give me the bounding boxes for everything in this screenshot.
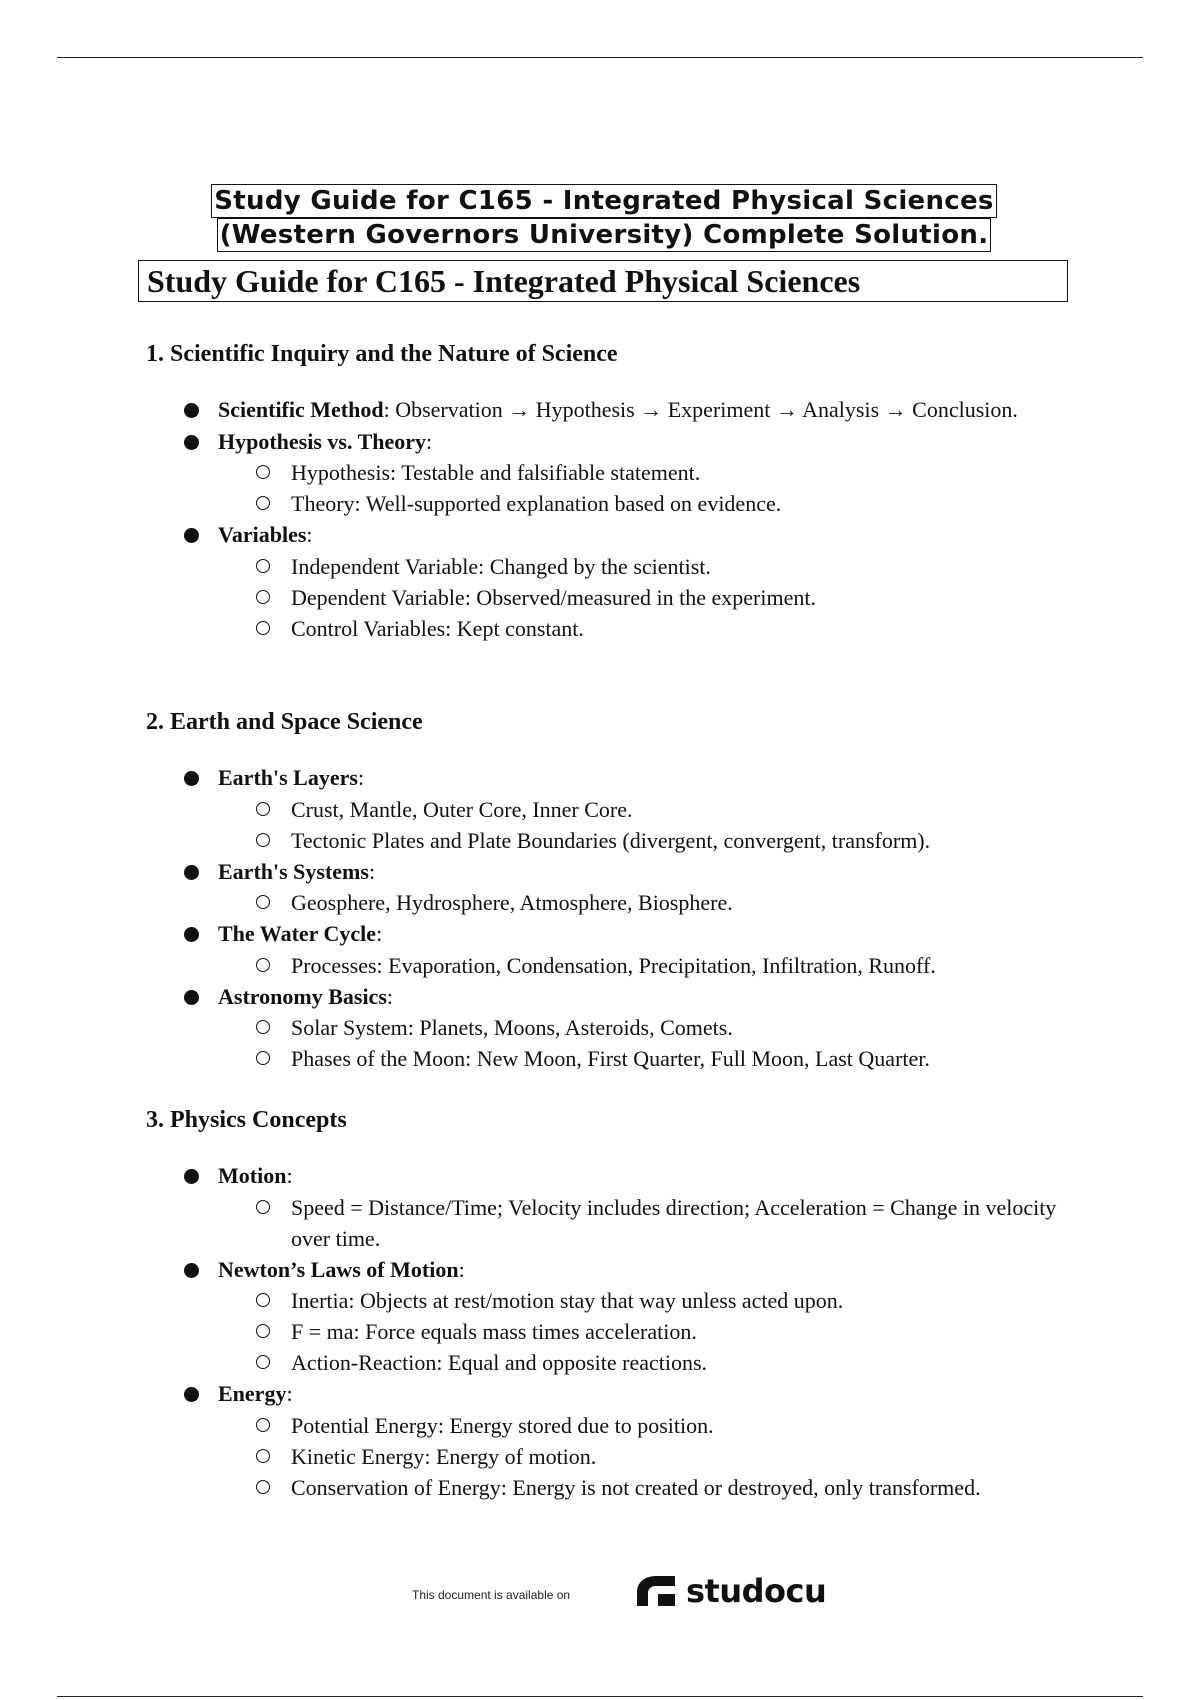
- document-title-line2: (Western Governors University) Complete Solution.: [217, 218, 992, 252]
- circle-bullet-icon: [256, 590, 270, 604]
- circle-bullet-icon: [256, 895, 270, 909]
- section-physics: [146, 1104, 1106, 1503]
- item-term: Astronomy Basics: [218, 983, 387, 1009]
- sub-item-text: Solar System: Planets, Moons, Asteroids, Comets.: [291, 1015, 733, 1040]
- item-term: The Water Cycle: [218, 921, 377, 946]
- item-term: Newton’s Laws of Motion: [218, 1256, 459, 1282]
- bullet-icon: [184, 435, 199, 450]
- item-term: Earth's Layers: [218, 765, 358, 790]
- sub-item-text: F = ma: Force equals mass times acceleration.: [291, 1319, 697, 1344]
- sub-item: [146, 488, 1106, 519]
- sub-item-text: Conservation of Energy: Energy is not created or destroyed, only transformed.: [291, 1474, 981, 1500]
- bullet-icon: [184, 771, 199, 786]
- sub-item-text: Theory: Well-supported explanation based on evidence.: [291, 491, 782, 516]
- circle-bullet-icon: [256, 1480, 270, 1494]
- item-text: :: [368, 858, 376, 884]
- sub-item-text: Crust, Mantle, Outer Core, Inner Core.: [291, 796, 633, 822]
- sub-item: [146, 613, 1106, 644]
- section-title: 2. Earth and Space Science: [146, 709, 423, 735]
- item-text: :: [357, 765, 365, 790]
- bullet-icon: [184, 403, 199, 418]
- sub-item: [146, 457, 1106, 488]
- circle-bullet-icon: [256, 559, 270, 573]
- sub-item: [146, 551, 1106, 582]
- document-title: [190, 184, 1018, 252]
- list-item: [146, 519, 1106, 644]
- sub-item-text: Processes: Evaporation, Condensation, Precipitation, Infiltration, Runoff.: [291, 952, 936, 978]
- circle-bullet-icon: [256, 1200, 270, 1214]
- list-item: [146, 1160, 1106, 1254]
- sub-item: [146, 1043, 1106, 1074]
- bullet-icon: [184, 927, 199, 942]
- studocu-logo-icon: [634, 1574, 678, 1608]
- circle-bullet-icon: [256, 1324, 270, 1338]
- sub-item-text: Geosphere, Hydrosphere, Atmosphere, Biosphere.: [291, 890, 733, 915]
- studocu-footer: [412, 1570, 832, 1610]
- sub-item-text: Control Variables: Kept constant.: [291, 615, 584, 641]
- item-text: :: [426, 428, 433, 454]
- section-scientific-inquiry: [146, 338, 1106, 644]
- list-item: [146, 981, 1106, 1075]
- bullet-list: [146, 1160, 1106, 1503]
- bullet-icon: [184, 1387, 199, 1402]
- bullet-icon: [184, 1263, 199, 1278]
- item-text: :: [458, 1256, 465, 1282]
- sub-item-text: Tectonic Plates and Plate Boundaries (divergent, convergent, transform).: [291, 827, 931, 853]
- list-item: [146, 1378, 1106, 1503]
- circle-bullet-icon: [256, 833, 270, 847]
- sub-item: [146, 1192, 1106, 1254]
- availability-text: This document is available on: [412, 1588, 571, 1602]
- list-item: [146, 426, 1106, 520]
- circle-bullet-icon: [256, 465, 270, 479]
- item-term: Motion: [218, 1163, 287, 1188]
- item-term: Earth's Systems: [218, 858, 369, 884]
- sub-item: [146, 1285, 1106, 1316]
- page-heading: Study Guide for C165 - Integrated Physical Sciences: [138, 260, 1068, 302]
- bullet-icon: [184, 990, 199, 1005]
- section-title: 3. Physics Concepts: [146, 1107, 347, 1133]
- studocu-brand: studocu: [686, 1572, 827, 1610]
- sub-item: [146, 582, 1106, 613]
- sub-item-text: Action-Reaction: Equal and opposite reactions.: [291, 1350, 708, 1375]
- sub-item-text: Speed = Distance/Time; Velocity includes direction; Acceleration = Change in velocity over time.: [291, 1194, 1057, 1251]
- circle-bullet-icon: [256, 621, 270, 635]
- circle-bullet-icon: [256, 496, 270, 510]
- circle-bullet-icon: [256, 958, 270, 972]
- sub-item: [146, 1410, 1106, 1441]
- list-item: [146, 856, 1106, 919]
- item-text: :: [286, 1163, 293, 1188]
- sub-item-text: Dependent Variable: Observed/measured in the experiment.: [291, 584, 816, 610]
- item-text: :: [306, 522, 313, 547]
- sub-item-text: Phases of the Moon: New Moon, First Quarter, Full Moon, Last Quarter.: [291, 1046, 930, 1071]
- list-item: [146, 762, 1106, 856]
- item-text: :: [376, 921, 383, 946]
- list-item: [146, 918, 1106, 981]
- bullet-icon: [184, 865, 199, 880]
- sub-item: [146, 1347, 1106, 1378]
- sub-item-text: Inertia: Objects at rest/motion stay that way unless acted upon.: [291, 1288, 844, 1313]
- sub-item-text: Potential Energy: Energy stored due to position.: [291, 1412, 714, 1438]
- sub-item: [146, 1316, 1106, 1347]
- item-text: :: [286, 1381, 293, 1406]
- sub-item: [146, 887, 1106, 918]
- sub-item: [146, 1012, 1106, 1043]
- sub-item-text: Kinetic Energy: Energy of motion.: [291, 1443, 597, 1469]
- item-text: : Observation → Hypothesis → Experiment → Analysis → Conclusion.: [383, 397, 1018, 422]
- sub-item: [146, 1472, 1106, 1503]
- sub-item: [146, 1441, 1106, 1472]
- circle-bullet-icon: [256, 1051, 270, 1065]
- item-text: :: [386, 983, 394, 1009]
- bullet-list: [146, 762, 1106, 1074]
- sub-item: [146, 825, 1106, 856]
- section-title: 1. Scientific Inquiry and the Nature of Science: [146, 341, 618, 367]
- circle-bullet-icon: [256, 1293, 270, 1307]
- document-title-line1: Study Guide for C165 - Integrated Physical Sciences: [211, 184, 996, 218]
- circle-bullet-icon: [256, 1355, 270, 1369]
- section-earth-space: [146, 706, 1106, 1074]
- sub-item-text: Independent Variable: Changed by the scientist.: [291, 553, 711, 579]
- sub-item: [146, 794, 1106, 825]
- sub-item: [146, 950, 1106, 981]
- item-term: Energy: [218, 1381, 287, 1406]
- sub-item-text: Hypothesis: Testable and falsifiable statement.: [291, 460, 701, 485]
- circle-bullet-icon: [256, 802, 270, 816]
- item-term: Variables: [218, 522, 307, 547]
- list-item: [146, 1254, 1106, 1379]
- item-term: Hypothesis vs. Theory: [218, 428, 427, 454]
- item-term: Scientific Method: [218, 397, 384, 422]
- bullet-list: [146, 394, 1106, 644]
- bullet-icon: [184, 528, 199, 543]
- circle-bullet-icon: [256, 1418, 270, 1432]
- top-rule: [57, 57, 1143, 58]
- circle-bullet-icon: [256, 1449, 270, 1463]
- bullet-icon: [184, 1169, 199, 1184]
- bottom-rule: [57, 1696, 1143, 1697]
- circle-bullet-icon: [256, 1020, 270, 1034]
- list-item: [146, 394, 1106, 426]
